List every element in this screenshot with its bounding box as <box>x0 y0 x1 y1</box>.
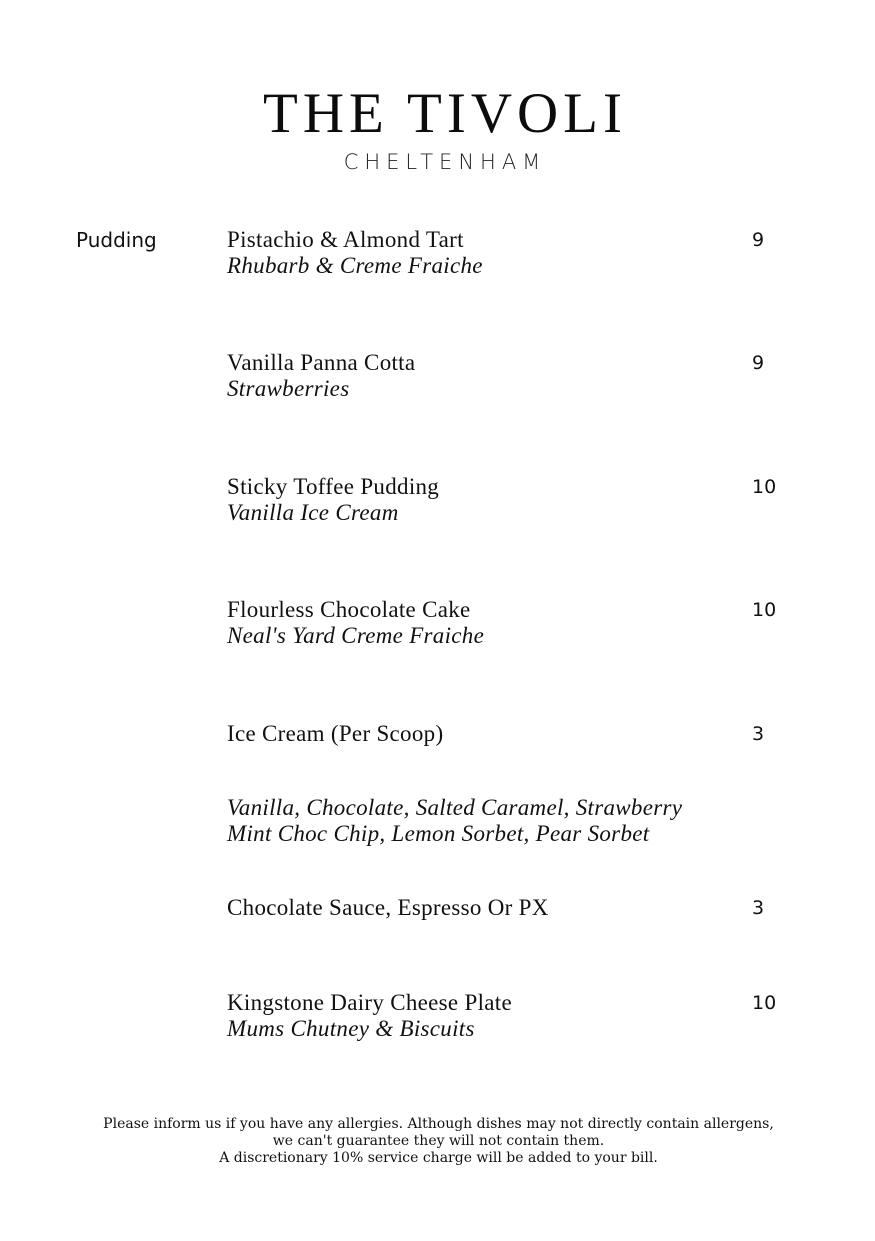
menu-item-description: Mums Chutney & Biscuits <box>227 1016 475 1041</box>
restaurant-title: THE TIVOLI <box>263 82 627 145</box>
menu-item <box>227 474 777 526</box>
menu-item-name: Chocolate Sauce, Espresso Or PX <box>227 895 549 920</box>
menu-item <box>227 895 777 921</box>
menu-item-price: 10 <box>752 476 777 498</box>
menu-item <box>227 227 777 279</box>
allergy-notice <box>0 1116 875 1167</box>
menu-item <box>227 721 777 747</box>
menu-item-price: 9 <box>752 229 765 251</box>
menu-item-name: Flourless Chocolate Cake <box>227 597 471 622</box>
ice-cream-flavours <box>227 795 807 847</box>
footer-line: Please inform us if you have any allergies. Although dishes may not directly contain allergens, <box>103 1116 774 1132</box>
menu-item-name: Sticky Toffee Pudding <box>227 474 440 499</box>
menu-item <box>227 350 777 402</box>
menu-item <box>227 597 777 649</box>
flavour-line: Vanilla, Chocolate, Salted Caramel, Strawberry <box>227 795 683 820</box>
section-label-pudding: Pudding <box>76 228 157 252</box>
menu-item-description: Neal's Yard Creme Fraiche <box>227 623 485 648</box>
menu-item-name: Vanilla Panna Cotta <box>227 350 416 375</box>
menu-item-price: 10 <box>752 992 777 1014</box>
menu-item-name: Kingstone Dairy Cheese Plate <box>227 990 512 1015</box>
footer-line: A discretionary 10% service charge will be added to your bill. <box>219 1150 658 1166</box>
menu-item-price: 3 <box>752 723 765 745</box>
menu-item-name: Ice Cream (Per Scoop) <box>227 721 444 746</box>
menu-item-description: Rhubarb & Creme Fraiche <box>227 253 483 278</box>
restaurant-location: CHELTENHAM <box>343 150 547 174</box>
footer-line: we can't guarantee they will not contain them. <box>272 1133 605 1149</box>
menu-item-price: 10 <box>752 599 777 621</box>
menu-item-name: Pistachio & Almond Tart <box>227 227 464 252</box>
menu-item-description: Strawberries <box>227 376 350 401</box>
menu-item-description: Vanilla Ice Cream <box>227 500 399 525</box>
menu-item-price: 3 <box>752 897 765 919</box>
menu-item <box>227 990 777 1042</box>
flavour-line: Mint Choc Chip, Lemon Sorbet, Pear Sorbet <box>227 821 650 846</box>
menu-item-price: 9 <box>752 352 765 374</box>
